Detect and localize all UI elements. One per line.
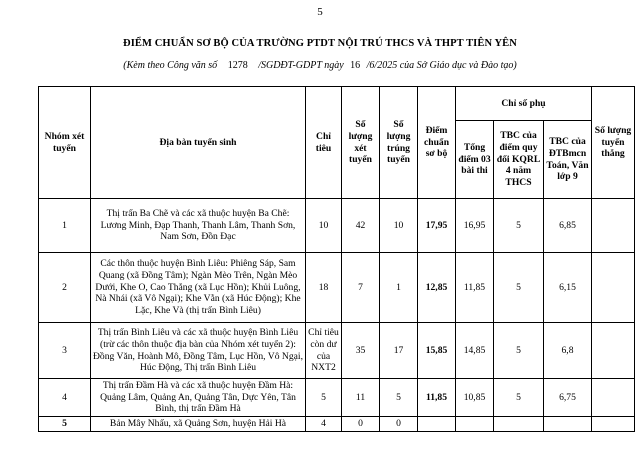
cell-tbc-kqrl: 5 (494, 379, 544, 417)
cell-area: Thị trấn Đầm Hà và các xã thuộc huyện Đầm Hà: Quảng Lâm, Quảng An, Quảng Tân, Dực Yên, Tân Bình, thị trấn Đầm Hà (91, 379, 306, 417)
cell-area: Thị trấn Ba Chẽ và các xã thuộc huyện Ba Chẽ: Lương Minh, Đạp Thanh, Thanh Lâm, Thanh Sơn, Nam Sơn, Đồn Đạc (91, 199, 306, 253)
cell-tie-count (592, 417, 635, 432)
cell-cutoff: 11,85 (418, 379, 456, 417)
cell-admitted: 10 (380, 199, 418, 253)
cell-applicants: 0 (342, 417, 380, 432)
document-title: ĐIỂM CHUẨN SƠ BỘ CỦA TRƯỜNG PTDT NỘI TRÚ THCS VÀ THPT TIÊN YÊN (123, 38, 517, 49)
cell-tbc-kqrl (494, 417, 544, 432)
page-number: 5 (317, 6, 323, 18)
table-row (39, 323, 635, 379)
cell-applicants: 11 (342, 379, 380, 417)
cell-tbc-math: 6,8 (544, 323, 592, 379)
cell-quota: 18 (306, 253, 342, 323)
cutoff-table (38, 86, 635, 432)
cell-area: Các thôn thuộc huyện Bình Liêu: Phiêng Sáp, Sam Quang (xã Đồng Tâm); Ngàn Mèo Trên, Ngàn Mèo Dưới, Khe O, Cao Thắng (xã Lục Hồn); Khủi Luông, Nà Nhái (xã Vô Ngại); Khe Vằn (xã Húc Động); Khe Lặc, Khe Và (thị trấn Bình Liêu) (91, 253, 306, 323)
document-day: 16 (350, 60, 361, 71)
cell-tie-count (592, 379, 635, 417)
document-subtitle (0, 60, 640, 71)
cell-tbc-math: 6,85 (544, 199, 592, 253)
cell-area: Thị trấn Bình Liêu và các xã thuộc huyện Bình Liêu (trừ các thôn thuộc địa bàn của Nhóm xét tuyển 2): Đồng Văn, Hoành Mô, Đồng Tâm, Lục Hồn, Vô Ngại, Húc Động, Thị trấn Bình Liêu (91, 323, 306, 379)
cell-area: Bản Mây Nhấu, xã Quảng Sơn, huyện Hải Hà (91, 417, 306, 432)
cell-admitted: 0 (380, 417, 418, 432)
cell-admitted: 17 (380, 323, 418, 379)
cell-total: 10,85 (456, 379, 494, 417)
header-secondary: Chỉ số phụ (456, 87, 592, 121)
subtitle-suffix: /6/2025 của Sở Giáo dục và Đào tạo) (366, 60, 517, 71)
cell-total: 16,95 (456, 199, 494, 253)
cell-group: 3 (39, 323, 91, 379)
cell-applicants: 7 (342, 253, 380, 323)
cell-quota: Chỉ tiêu còn dư của NXT2 (306, 323, 342, 379)
cell-quota: 10 (306, 199, 342, 253)
cell-tbc-kqrl: 5 (494, 253, 544, 323)
cell-tie-count (592, 323, 635, 379)
cell-tbc-kqrl: 5 (494, 323, 544, 379)
header-tie-count: Số lượng tuyển thẳng (592, 87, 635, 199)
cell-tbc-math (544, 417, 592, 432)
cell-cutoff (418, 417, 456, 432)
header-quota: Chỉ tiêu (306, 87, 342, 199)
cell-quota: 4 (306, 417, 342, 432)
cell-group: 4 (39, 379, 91, 417)
header-area: Địa bàn tuyển sinh (91, 87, 306, 199)
header-total: Tổng điểm 03 bài thi (456, 121, 494, 199)
document-number: 1278 (227, 60, 248, 71)
header-cutoff: Điểm chuẩn sơ bộ (418, 87, 456, 199)
cell-cutoff: 12,85 (418, 253, 456, 323)
cell-quota: 5 (306, 379, 342, 417)
table-row (39, 253, 635, 323)
cell-cutoff: 15,85 (418, 323, 456, 379)
header-group: Nhóm xét tuyển (39, 87, 91, 199)
header-tbc-math: TBC của ĐTBmcn Toán, Văn lớp 9 (544, 121, 592, 199)
cell-admitted: 5 (380, 379, 418, 417)
cell-applicants: 42 (342, 199, 380, 253)
subtitle-middle: /SGDĐT-GDPT ngày (258, 60, 344, 71)
cell-tie-count (592, 253, 635, 323)
cell-group: 1 (39, 199, 91, 253)
cell-tbc-math: 6,15 (544, 253, 592, 323)
cell-tbc-kqrl: 5 (494, 199, 544, 253)
table-row (39, 417, 635, 432)
header-tbc-kqrl: TBC của điểm quy đổi KQRL 4 năm THCS (494, 121, 544, 199)
header-admitted: Số lượng trúng tuyển (380, 87, 418, 199)
cell-tie-count (592, 199, 635, 253)
subtitle-prefix: (Kèm theo Công văn số (123, 60, 218, 71)
cell-tbc-math: 6,75 (544, 379, 592, 417)
table-row (39, 379, 635, 417)
cell-total: 11,85 (456, 253, 494, 323)
cell-cutoff: 17,95 (418, 199, 456, 253)
header-applicants: Số lượng xét tuyển (342, 87, 380, 199)
cell-total (456, 417, 494, 432)
cell-group: 5 (39, 417, 91, 432)
table-row (39, 199, 635, 253)
cell-total: 14,85 (456, 323, 494, 379)
cell-admitted: 1 (380, 253, 418, 323)
cell-applicants: 35 (342, 323, 380, 379)
cell-group: 2 (39, 253, 91, 323)
